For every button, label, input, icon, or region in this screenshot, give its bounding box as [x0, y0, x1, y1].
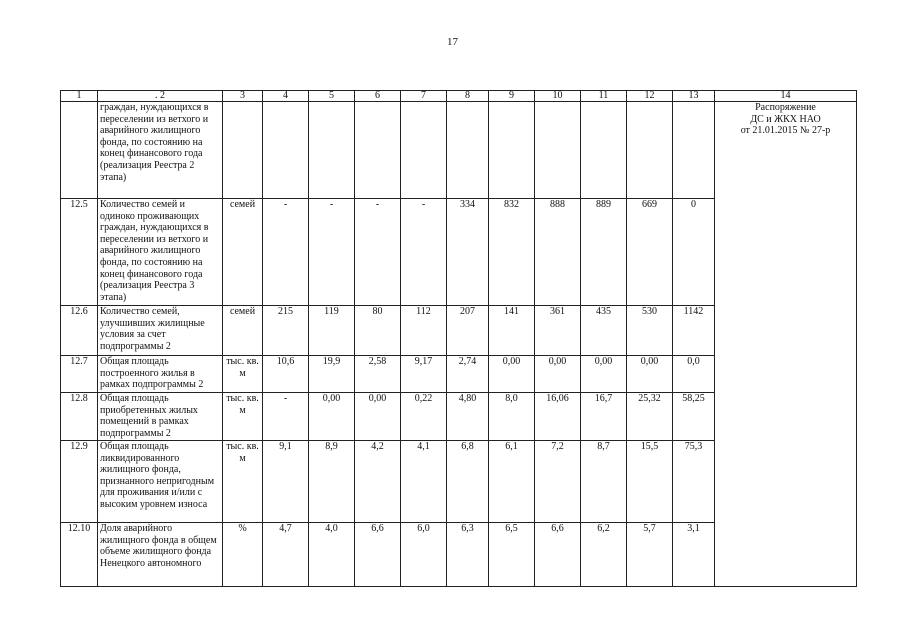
indicator-name-cell: Количество семей, улучшивших жилищные условия за счет подпрограммы 2	[98, 306, 223, 356]
value-cell-col-6: 80	[355, 306, 401, 356]
value-cell-col-12: 25,32	[627, 393, 673, 441]
unit-cell: тыс. кв. м	[223, 356, 263, 393]
value-cell-col-7: 4,1	[401, 441, 447, 523]
value-cell-col-8: 2,74	[447, 356, 489, 393]
value-cell-col-5: 119	[309, 306, 355, 356]
row-number-cell: 12.6	[61, 306, 98, 356]
header-cell-col-3: 3	[223, 91, 263, 102]
header-cell-col-6: 6	[355, 91, 401, 102]
value-cell-col-7: 112	[401, 306, 447, 356]
value-cell-col-11: 435	[581, 306, 627, 356]
unit-cell: тыс. кв. м	[223, 441, 263, 523]
value-cell-col-9: 832	[489, 199, 535, 306]
header-cell-col-11: 11	[581, 91, 627, 102]
value-cell-col-10: 0,00	[535, 356, 581, 393]
value-cell-col-5: -	[309, 199, 355, 306]
value-cell-col-5: 8,9	[309, 441, 355, 523]
value-cell-col-8	[447, 102, 489, 199]
value-cell-col-6: -	[355, 199, 401, 306]
indicator-name-cell: Количество семей и одиноко проживающих граждан, нуждающихся в переселении из ветхого и аварийного жилищного фонда, по состоянию на конец финансового года (реализация Реестра 3 этапа)	[98, 199, 223, 306]
header-cell-col-9: 9	[489, 91, 535, 102]
table-row	[61, 102, 857, 199]
value-cell-col-10: 6,6	[535, 523, 581, 587]
row-number-cell: 12.5	[61, 199, 98, 306]
header-cell-col-14: 14	[715, 91, 857, 102]
row-number-cell: 12.9	[61, 441, 98, 523]
value-cell-col-5: 0,00	[309, 393, 355, 441]
value-cell-col-10: 361	[535, 306, 581, 356]
value-cell-col-4: -	[263, 393, 309, 441]
value-cell-col-4: 215	[263, 306, 309, 356]
value-cell-col-7	[401, 102, 447, 199]
value-cell-col-9: 6,1	[489, 441, 535, 523]
document-reference-note: Распоряжение ДС и ЖКХ НАО от 21.01.2015 № 27-р	[715, 102, 857, 587]
indicator-name-cell: Доля аварийного жилищного фонда в общем объеме жилищного фонда Ненецкого автономного	[98, 523, 223, 587]
header-cell-col-10: 10	[535, 91, 581, 102]
indicator-name-cell: Общая площадь приобретенных жилых помещений в рамках подпрограммы 2	[98, 393, 223, 441]
value-cell-col-8: 4,80	[447, 393, 489, 441]
indicator-name-cell: Общая площадь построенного жилья в рамках подпрограммы 2	[98, 356, 223, 393]
value-cell-col-9: 8,0	[489, 393, 535, 441]
header-cell-col-12: 12	[627, 91, 673, 102]
header-cell-col-7: 7	[401, 91, 447, 102]
value-cell-col-5: 4,0	[309, 523, 355, 587]
row-number-cell: 12.7	[61, 356, 98, 393]
unit-cell: %	[223, 523, 263, 587]
value-cell-col-6	[355, 102, 401, 199]
value-cell-col-6: 2,58	[355, 356, 401, 393]
header-cell-col-1: 1	[61, 91, 98, 102]
value-cell-col-10: 888	[535, 199, 581, 306]
value-cell-col-4: 4,7	[263, 523, 309, 587]
value-cell-col-13: 1142	[673, 306, 715, 356]
value-cell-col-13: 75,3	[673, 441, 715, 523]
value-cell-col-6: 4,2	[355, 441, 401, 523]
indicator-name-cell: Общая площадь ликвидированного жилищного фонда, признанного непригодным для проживания и/или с высоким уровнем износа	[98, 441, 223, 523]
value-cell-col-6: 0,00	[355, 393, 401, 441]
value-cell-col-10	[535, 102, 581, 199]
unit-cell: тыс. кв. м	[223, 393, 263, 441]
row-number-cell: 12.10	[61, 523, 98, 587]
value-cell-col-8: 6,8	[447, 441, 489, 523]
header-cell-col-2: . 2	[98, 91, 223, 102]
value-cell-col-8: 334	[447, 199, 489, 306]
value-cell-col-7: 6,0	[401, 523, 447, 587]
value-cell-col-4	[263, 102, 309, 199]
indicator-name-cell: граждан, нуждающихся в переселении из ветхого и аварийного жилищного фонда, по состоянию на конец финансового года (реализация Реестра 2 этапа)	[98, 102, 223, 199]
value-cell-col-8: 6,3	[447, 523, 489, 587]
value-cell-col-12: 15,5	[627, 441, 673, 523]
unit-cell: семей	[223, 199, 263, 306]
value-cell-col-12: 669	[627, 199, 673, 306]
row-number-cell	[61, 102, 98, 199]
indicators-table	[60, 90, 857, 587]
value-cell-col-7: 0,22	[401, 393, 447, 441]
row-number-cell: 12.8	[61, 393, 98, 441]
value-cell-col-7: 9,17	[401, 356, 447, 393]
value-cell-col-5: 19,9	[309, 356, 355, 393]
table-body	[61, 91, 857, 587]
value-cell-col-13: 58,25	[673, 393, 715, 441]
unit-cell	[223, 102, 263, 199]
value-cell-col-12: 5,7	[627, 523, 673, 587]
value-cell-col-11: 6,2	[581, 523, 627, 587]
value-cell-col-8: 207	[447, 306, 489, 356]
header-cell-col-5: 5	[309, 91, 355, 102]
value-cell-col-5	[309, 102, 355, 199]
value-cell-col-9: 0,00	[489, 356, 535, 393]
value-cell-col-4: 10,6	[263, 356, 309, 393]
unit-cell: семей	[223, 306, 263, 356]
value-cell-col-12: 0,00	[627, 356, 673, 393]
value-cell-col-9	[489, 102, 535, 199]
header-cell-col-4: 4	[263, 91, 309, 102]
value-cell-col-13: 0,0	[673, 356, 715, 393]
value-cell-col-12	[627, 102, 673, 199]
value-cell-col-9: 6,5	[489, 523, 535, 587]
value-cell-col-13	[673, 102, 715, 199]
value-cell-col-4: -	[263, 199, 309, 306]
header-cell-col-13: 13	[673, 91, 715, 102]
value-cell-col-11	[581, 102, 627, 199]
value-cell-col-10: 7,2	[535, 441, 581, 523]
value-cell-col-10: 16,06	[535, 393, 581, 441]
value-cell-col-11: 889	[581, 199, 627, 306]
header-cell-col-8: 8	[447, 91, 489, 102]
value-cell-col-13: 0	[673, 199, 715, 306]
value-cell-col-7: -	[401, 199, 447, 306]
value-cell-col-9: 141	[489, 306, 535, 356]
value-cell-col-4: 9,1	[263, 441, 309, 523]
value-cell-col-11: 0,00	[581, 356, 627, 393]
value-cell-col-11: 16,7	[581, 393, 627, 441]
value-cell-col-12: 530	[627, 306, 673, 356]
value-cell-col-11: 8,7	[581, 441, 627, 523]
table-header-row	[61, 91, 857, 102]
page-number: 17	[447, 36, 458, 48]
value-cell-col-6: 6,6	[355, 523, 401, 587]
value-cell-col-13: 3,1	[673, 523, 715, 587]
